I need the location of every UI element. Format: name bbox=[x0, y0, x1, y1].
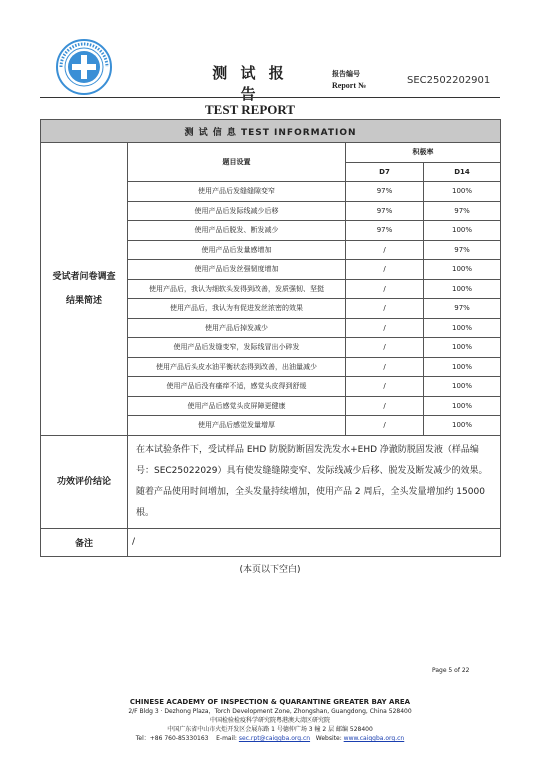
survey-d7-value: / bbox=[346, 357, 424, 377]
survey-d14-value: 100% bbox=[424, 416, 501, 436]
efficacy-conclusion-label: 功效评价结论 bbox=[41, 435, 128, 528]
footer-org-en: CHINESE ACADEMY OF INSPECTION & QUARANTINE GREATER BAY AREA bbox=[129, 698, 411, 706]
efficacy-conclusion-text: 在本试验条件下，受试样品 EHD 防脱防断固发洗发水+EHD 净澈防脱固发液（样品编号：SEC25022029）具有使发缝缝隙变窄、发际线减少后移、脱发及断发减少的效果。随着产品使用时间增加，全头发量持续增加，使用产品 2 周后，全头发量增加约 15000 根。 bbox=[128, 435, 501, 528]
survey-d7-value: / bbox=[346, 318, 424, 338]
footer-address-cn: 中国广东省中山市火炬开发区会展东路 1 号德仲广场 3 幢 2 层 邮编 528400 bbox=[167, 726, 373, 733]
survey-d14-value: 100% bbox=[424, 182, 501, 202]
survey-d7-value: / bbox=[346, 240, 424, 260]
survey-label-line2: 结果简述 bbox=[65, 295, 102, 306]
survey-question: 使用产品后发丝强韧度增加 bbox=[128, 260, 346, 280]
footer bbox=[0, 698, 540, 743]
report-title-en: TEST REPORT bbox=[205, 102, 295, 117]
header-divider bbox=[40, 97, 500, 98]
survey-question: 使用产品后发缝缝隙变窄 bbox=[128, 182, 346, 202]
survey-question: 使用产品后发际线减少后移 bbox=[128, 201, 346, 221]
institute-logo bbox=[55, 38, 113, 96]
positive-rate-header: 积极率 bbox=[346, 143, 501, 163]
footer-tel: Tel：+86 760-85330163 bbox=[135, 735, 209, 742]
survey-d7-value: / bbox=[346, 299, 424, 319]
survey-d14-value: 100% bbox=[424, 260, 501, 280]
survey-label-line1: 受试者问卷调查 bbox=[52, 271, 116, 282]
footer-email-label: E-mail: bbox=[216, 735, 237, 742]
survey-d7-value: 97% bbox=[346, 182, 424, 202]
survey-d14-value: 100% bbox=[424, 396, 501, 416]
survey-question: 使用产品后发量感增加 bbox=[128, 240, 346, 260]
survey-d14-value: 100% bbox=[424, 279, 501, 299]
survey-d7-value: / bbox=[346, 338, 424, 358]
report-title bbox=[200, 62, 300, 118]
survey-d14-value: 100% bbox=[424, 318, 501, 338]
footer-address-en: 2/F Bldg 3 · Dezhong Plaza，Torch Development Zone, Zhongshan, Guangdong, China 528400 bbox=[128, 708, 412, 715]
survey-question: 使用产品后感觉发量增厚 bbox=[128, 416, 346, 436]
survey-d14-value: 97% bbox=[424, 201, 501, 221]
report-number: SEC2502202901 bbox=[407, 75, 491, 86]
survey-d7-value: 97% bbox=[346, 201, 424, 221]
question-header: 题目设置 bbox=[128, 143, 346, 182]
survey-question: 使用产品后没有瘙痒不适，感觉头皮得到舒缓 bbox=[128, 377, 346, 397]
survey-d7-value: / bbox=[346, 260, 424, 280]
survey-d7-value: / bbox=[346, 377, 424, 397]
survey-d14-value: 100% bbox=[424, 377, 501, 397]
survey-question: 使用产品后掉发减少 bbox=[128, 318, 346, 338]
survey-d14-value: 97% bbox=[424, 240, 501, 260]
footer-website-link[interactable]: www.caiqgba.org.cn bbox=[343, 735, 405, 742]
test-information-table bbox=[40, 119, 501, 557]
col-d7-header: D7 bbox=[346, 162, 424, 182]
survey-question: 使用产品后脱发、断发减少 bbox=[128, 221, 346, 241]
survey-d7-value: / bbox=[346, 279, 424, 299]
survey-d7-value: / bbox=[346, 396, 424, 416]
survey-d14-value: 100% bbox=[424, 338, 501, 358]
section-title: 测 试 信 息 TEST INFORMATION bbox=[41, 120, 501, 143]
survey-d7-value: 97% bbox=[346, 221, 424, 241]
survey-summary-label bbox=[41, 143, 128, 436]
footer-org-cn: 中国检验检疫科学研究院粤港澳大湾区研究院 bbox=[209, 717, 330, 724]
report-title-cn: 测 试 报 告 bbox=[212, 64, 288, 103]
survey-d14-value: 100% bbox=[424, 357, 501, 377]
remarks-label: 备注 bbox=[41, 528, 128, 556]
survey-question: 使用产品后，我认为细软头发得到改善，发质强韧、坚挺 bbox=[128, 279, 346, 299]
survey-d14-value: 97% bbox=[424, 299, 501, 319]
survey-question: 使用产品后感觉头皮屏障更健康 bbox=[128, 396, 346, 416]
report-number-label-en: Report № bbox=[332, 81, 367, 90]
survey-d14-value: 100% bbox=[424, 221, 501, 241]
page-number: Page 5 of 22 bbox=[432, 667, 470, 674]
footer-website-label: Website: bbox=[315, 735, 342, 742]
survey-question: 使用产品后，我认为有促进发丝浓密的效果 bbox=[128, 299, 346, 319]
report-number-label-cn: 报告编号 bbox=[332, 70, 360, 78]
survey-question: 使用产品后发缝变窄，发际线冒出小碎发 bbox=[128, 338, 346, 358]
survey-question: 使用产品后头皮水油平衡状态得到改善，出油量减少 bbox=[128, 357, 346, 377]
col-d14-header: D14 bbox=[424, 162, 501, 182]
blank-below-note: (本页以下空白) bbox=[239, 565, 301, 575]
footer-email-link[interactable]: sec.rpt@caiqgba.org.cn bbox=[238, 735, 311, 742]
remarks-value: / bbox=[128, 528, 501, 556]
survey-d7-value: / bbox=[346, 416, 424, 436]
report-number-label bbox=[332, 69, 366, 90]
footer-contact bbox=[0, 734, 540, 743]
